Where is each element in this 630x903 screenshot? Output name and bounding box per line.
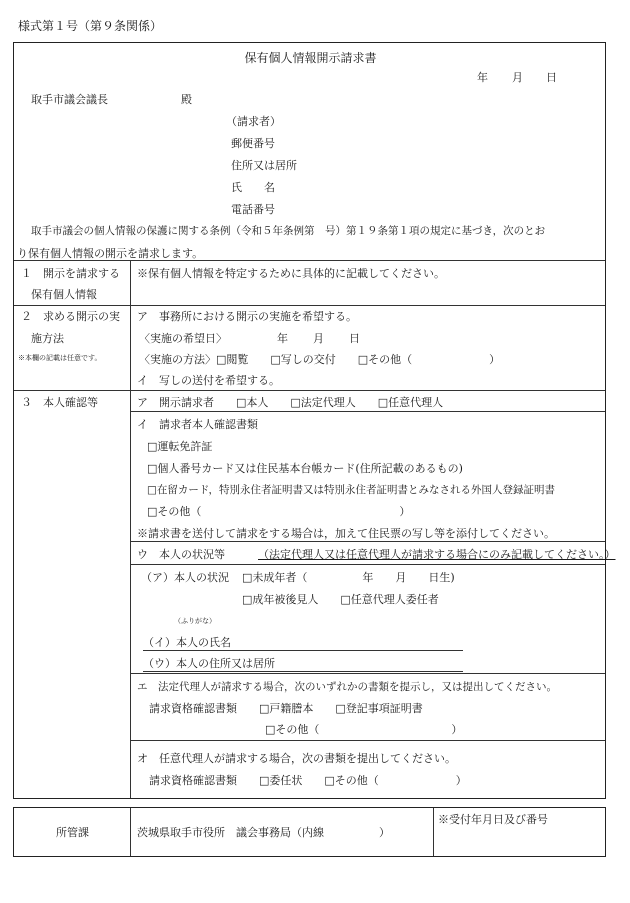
requester-address: 住所又は居所 bbox=[231, 159, 297, 172]
form-title: 保有個人情報開示請求書 bbox=[244, 51, 377, 65]
department-value: 茨城県取手市役所 議会事務局（内線 ） bbox=[137, 826, 390, 839]
section3-label: ３ 本人確認等 bbox=[21, 396, 98, 409]
section2-hope-month: 月 bbox=[313, 332, 324, 345]
row-divider-3d bbox=[130, 740, 605, 741]
section2-label-line2: 施方法 bbox=[31, 332, 64, 345]
section2-option-a: ア 事務所における開示の実施を希望する。 bbox=[137, 310, 357, 323]
receipt-label: ※受付年月日及び番号 bbox=[438, 813, 548, 826]
furigana-label: （ふりがな） bbox=[174, 617, 216, 625]
row-divider-3c bbox=[130, 673, 605, 674]
section2-label-line1: ２ 求める開示の実 bbox=[21, 310, 120, 323]
section3-status-heading-note: （法定代理人又は任意代理人が請求する場合にのみ記載してください。） bbox=[258, 548, 616, 561]
row-divider-3 bbox=[14, 390, 605, 391]
id-doc-checkbox[interactable]: □その他（ ） bbox=[147, 505, 411, 518]
form-number: 様式第１号（第９条関係） bbox=[18, 19, 163, 33]
row-divider-1 bbox=[14, 260, 605, 261]
row-divider-3b bbox=[130, 541, 605, 542]
date-day: 日 bbox=[546, 71, 557, 84]
date-month: 月 bbox=[512, 71, 523, 84]
label-column-divider bbox=[130, 260, 131, 798]
bottom-col-divider-2 bbox=[433, 808, 434, 856]
intro-line1: 取手市議会の個人情報の保護に関する条例（令和５年条例第 号）第１９条第１項の規定に基づき，次のとお bbox=[31, 225, 546, 237]
requester-name: 氏 名 bbox=[231, 181, 275, 194]
requester-postal: 郵便番号 bbox=[231, 137, 275, 150]
legal-agent-heading: エ 法定代理人が請求する場合，次のいずれかの書類を提示し，又は提出してください。 bbox=[137, 681, 557, 693]
section3-id-docs-heading: イ 請求者本人確認書類 bbox=[137, 418, 258, 431]
section3-id-note: ※請求書を送付して請求をする場合は，加えて住民票の写し等を添付してください。 bbox=[137, 527, 555, 540]
section2-method[interactable]: 〈実施の方法〉□閲覧 □写しの交付 □その他（ ） bbox=[139, 353, 501, 366]
request-form bbox=[13, 42, 616, 799]
requester-phone: 電話番号 bbox=[231, 203, 275, 216]
department-label: 所管課 bbox=[56, 826, 89, 839]
section3-requester-type[interactable]: ア 開示請求者 □本人 □法定代理人 □任意代理人 bbox=[137, 396, 444, 409]
voluntary-agent-docs[interactable]: 請求資格確認書類 □委任状 □その他（ ） bbox=[149, 774, 467, 787]
section1-note: ※保有個人情報を特定するために具体的に記載してください。 bbox=[137, 267, 445, 280]
requester-heading: （請求者） bbox=[226, 115, 281, 128]
id-doc-checkbox[interactable]: □在留カード，特別永住者証明書又は特別永住者証明書とみなされる外国人登録証明書 bbox=[147, 484, 555, 496]
addressee-name: 取手市議会議長 bbox=[31, 93, 108, 106]
principal-address-label: （ウ）本人の住所又は居所 bbox=[143, 657, 275, 670]
section2-option-i: イ 写しの送付を希望する。 bbox=[137, 374, 280, 387]
section2-hope-year: 年 bbox=[277, 332, 288, 345]
section1-label-line1: １ 開示を請求する bbox=[21, 267, 120, 280]
section1-label-line2: 保有個人情報 bbox=[31, 288, 97, 301]
addressee-honorific: 殿 bbox=[181, 93, 192, 106]
section2-hope-date-label: 〈実施の希望日〉 bbox=[139, 332, 227, 345]
legal-agent-other[interactable]: □その他（ ） bbox=[265, 723, 463, 736]
status-label: （ア）本人の状況 bbox=[141, 571, 229, 584]
principal-address-field[interactable] bbox=[143, 671, 463, 672]
id-doc-checkbox[interactable]: □運転免許証 bbox=[147, 440, 213, 453]
section2-hope-day: 日 bbox=[349, 332, 360, 345]
office-use-box bbox=[13, 807, 606, 857]
intro-line2: り保有個人情報の開示を請求します。 bbox=[17, 247, 204, 260]
date-year: 年 bbox=[477, 71, 488, 84]
row-divider-3a bbox=[130, 411, 605, 412]
legal-agent-docs[interactable]: 請求資格確認書類 □戸籍謄本 □登記事項証明書 bbox=[149, 702, 423, 715]
voluntary-agent-heading: オ 任意代理人が請求する場合，次の書類を提出してください。 bbox=[137, 752, 456, 765]
bottom-col-divider-1 bbox=[130, 808, 131, 856]
principal-name-field[interactable] bbox=[143, 650, 463, 651]
id-doc-checkbox[interactable]: □個人番号カード又は住民基本台帳カード(住所記載のあるもの) bbox=[147, 462, 463, 475]
section2-label-note: ※本欄の記載は任意です。 bbox=[18, 354, 102, 362]
section3-status-heading: ウ 本人の状況等 bbox=[137, 548, 225, 561]
status-option-minor[interactable]: □未成年者（ 年 月 日生) bbox=[242, 571, 455, 584]
status-subdivider bbox=[130, 564, 605, 565]
status-option-other[interactable]: □成年被後見人 □任意代理人委任者 bbox=[242, 593, 439, 606]
principal-name-label: （イ）本人の氏名 bbox=[143, 636, 231, 649]
row-divider-2 bbox=[14, 305, 605, 306]
